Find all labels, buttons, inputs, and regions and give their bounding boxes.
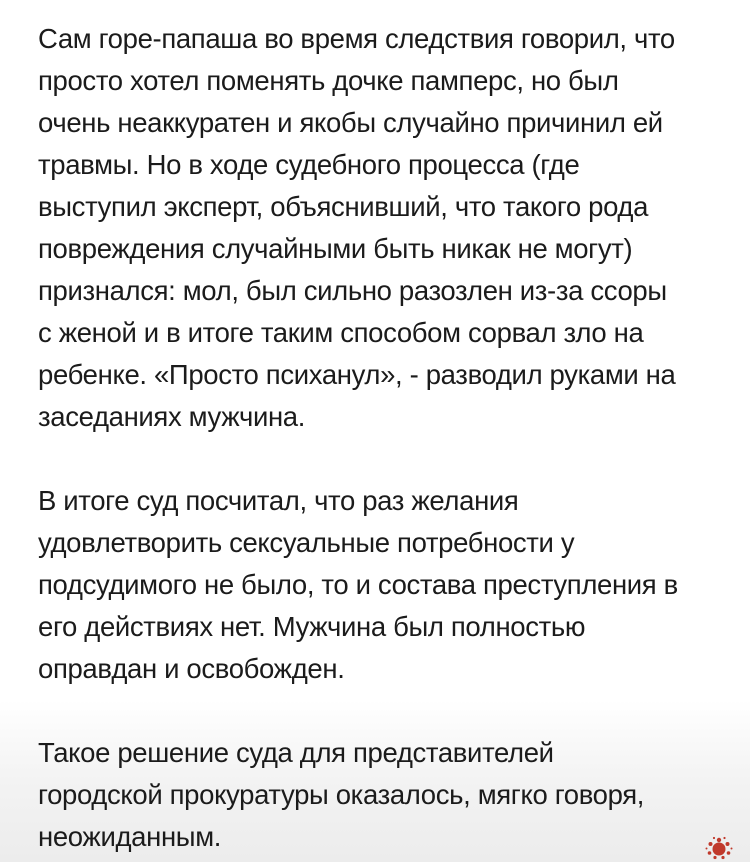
- text-line: Сам горе-папаша во время следствия говорил, что: [38, 23, 675, 54]
- text-line: очень неаккуратен и якобы случайно причинил ей: [38, 107, 663, 138]
- text-line: признался: мол, был сильно разозлен из-за ссоры: [38, 275, 667, 306]
- text-line: ребенке. «Просто психанул», - разводил руками на: [38, 359, 676, 390]
- text-line: Такое решение суда для представителей: [38, 737, 554, 768]
- text-line: повреждения случайными быть никак не могут): [38, 233, 633, 264]
- text-line: удовлетворить сексуальные потребности у: [38, 527, 575, 558]
- text-line: заседаниях мужчина.: [38, 401, 306, 432]
- red-splatter-icon: [704, 834, 734, 860]
- text-line: подсудимого не было, то и состава преступления в: [38, 569, 678, 600]
- text-line: с женой и в итоге таким способом сорвал зло на: [38, 317, 644, 348]
- text-line: В итоге суд посчитал, что раз желания: [38, 485, 519, 516]
- text-line: травмы. Но в ходе судебного процесса (где: [38, 149, 580, 180]
- text-line: оправдан и освобожден.: [38, 653, 345, 684]
- paragraph-2: [38, 480, 728, 690]
- paragraph-1: [38, 18, 728, 438]
- paragraph-3: [38, 732, 728, 858]
- text-line: просто хотел поменять дочке памперс, но был: [38, 65, 619, 96]
- text-line: городской прокуратуры оказалось, мягко говоря,: [38, 779, 645, 810]
- text-line: его действиях нет. Мужчина был полностью: [38, 611, 586, 642]
- article-body: [38, 18, 728, 858]
- text-line: выступил эксперт, объяснивший, что такого рода: [38, 191, 649, 222]
- text-line: неожиданным.: [38, 821, 222, 852]
